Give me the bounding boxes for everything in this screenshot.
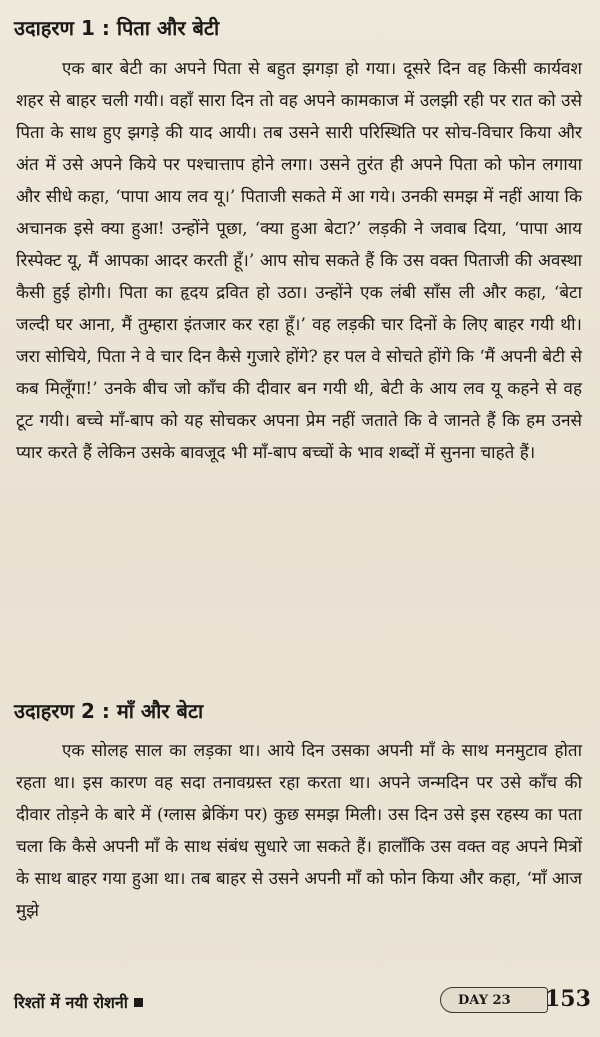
section-heading-father-daughter: उदाहरण 1 : पिता और बेटी <box>14 16 220 40</box>
book-title: रिश्तों में नयी रोशनी <box>14 993 128 1012</box>
running-footer <box>14 991 143 1013</box>
day-label: DAY 23 <box>458 993 511 1008</box>
body-paragraph-mother-son: एक सोलह साल का लड़का था। आये दिन उसका अपनी माँ के साथ मनमुटाव होता रहता था। इस कारण वह सदा तनावग्रस्त रहा करता था। अपने जन्मदिन पर उसे काँच की दीवार तोड़ने के बारे में (ग्लास ब्रेकिंग पर) कुछ समझ मिली। उस दिन उसे इस रहस्य का पता चला कि कैसे अपनी माँ के साथ संबंध सुधारे जा सकते हैं। हालाँकि उस वक्त वह अपने मित्रों के साथ बाहर गया हुआ था। तब बाहर से उसने अपनी माँ को फोन किया और कहा, ‘माँ आज मुझे <box>16 741 582 921</box>
section-heading-mother-son: उदाहरण 2 : माँ और बेटा <box>14 699 204 723</box>
square-bullet-icon <box>134 998 143 1007</box>
body-paragraph-father-daughter: एक बार बेटी का अपने पिता से बहुत झगड़ा हो गया। दूसरे दिन वह किसी कार्यवश शहर से बाहर चली गयी। वहाँ सारा दिन तो वह अपने कामकाज में उलझी रही पर रात को उसे पिता के साथ हुए झगड़े की याद आयी। तब उसने सारी परिस्थिति पर सोच-विचार किया और अंत में उसे अपने किये पर पश्चात्ताप होने लगा। उसने तुरंत ही अपने पिता को फोन लगाया और सीधे कहा, ‘पापा आय लव यू।’ पिताजी सकते में आ गये। उनकी समझ में नहीं आया कि अचानक इसे क्या हुआ! उन्होंने पूछा, ‘क्या हुआ बेटा?’ लड़की ने जवाब दिया, ‘पापा आय रिस्पेक्ट यू, मैं आपका आदर करती हूँ।’ आप सोच सकते हैं कि उस वक्त पिताजी की अवस्था कैसी हुई होगी। पिता का हृदय द्रवित हो उठा। उन्होंने एक लंबी साँस ली और कहा, ‘बेटा जल्दी घर आना, मैं तुम्हारा इंतजार कर रहा हूँ।’ वह लड़की चार दिनों के लिए बाहर गयी थी। जरा सोचिये, पिता ने वे चार दिन कैसे गुजारे होंगे? हर पल वे सोचते होंगे कि ‘मैं अपनी बेटी से कब मिलूँगा!’ उनके बीच जो काँच की दीवार बन गयी थी, बेटी के आय लव यू कहने से वह टूट गयी। बच्चे माँ-बाप को यह सोचकर अपना प्रेम नहीं जताते कि वे जानते हैं कि हम उनसे प्यार करते हैं लेकिन उसके बावजूद भी माँ-बाप बच्चों के भाव शब्दों में सुनना चाहते हैं। <box>16 59 582 463</box>
page-number: 153 <box>545 986 591 1012</box>
